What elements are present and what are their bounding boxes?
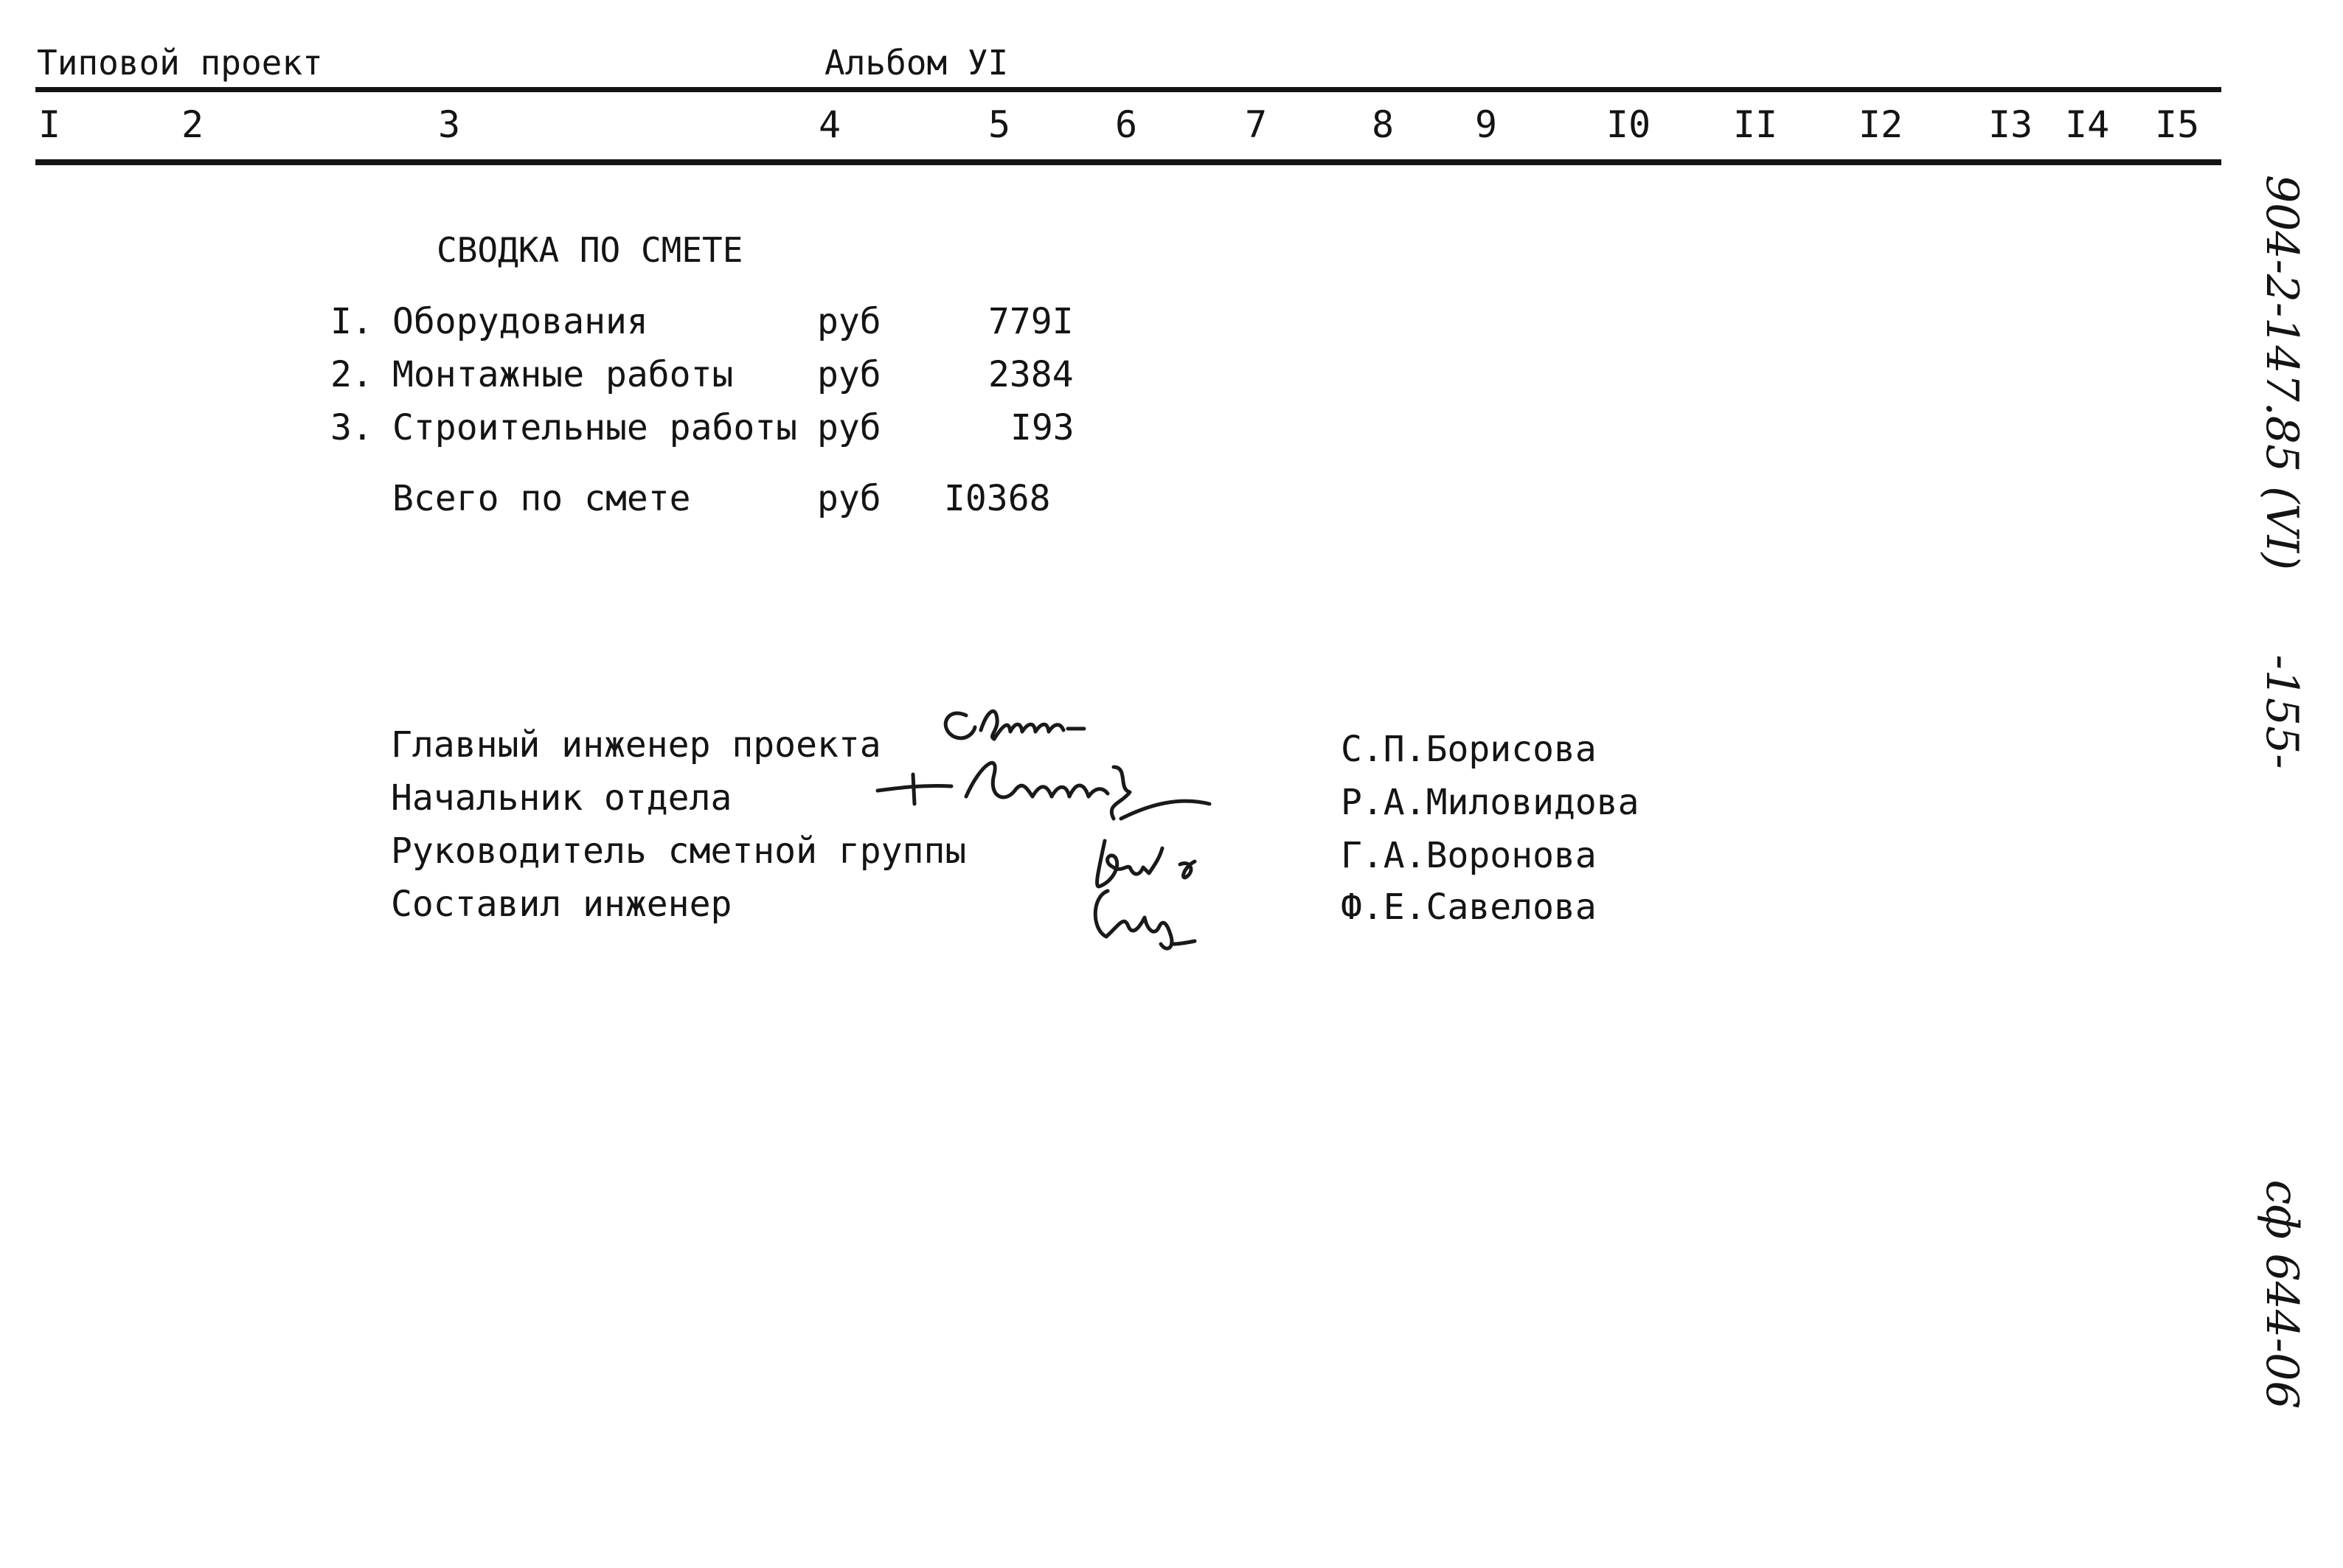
- total-unit: руб: [817, 478, 881, 519]
- signature-name: Р.А.Миловидова: [1341, 782, 1639, 823]
- column-number: 5: [988, 103, 1011, 146]
- total-label: Всего по смете: [392, 478, 691, 519]
- column-number: 8: [1372, 103, 1395, 146]
- album-label: Альбом УI: [825, 43, 1009, 83]
- column-number: I5: [2155, 103, 2200, 146]
- signature-scribble-4: [1095, 891, 1195, 948]
- total-value: I0368: [944, 478, 1051, 519]
- signature-name: Г.А.Воронова: [1341, 835, 1597, 876]
- project-label: Типовой проект: [37, 43, 323, 83]
- column-number: 7: [1245, 103, 1268, 146]
- column-number: I2: [1858, 103, 1903, 146]
- item-number: 3.: [330, 407, 373, 448]
- margin-page-number: -155-: [2256, 654, 2308, 769]
- item-value: I93: [1010, 407, 1075, 448]
- signature-role: Руководитель сметной группы: [391, 830, 967, 872]
- margin-doc-number: 904-2-147.85 (VI): [2256, 174, 2308, 571]
- signature-scribble-2: [878, 763, 1209, 819]
- header-bottom-rule: [35, 159, 2221, 165]
- margin-stamp: сф 644-06: [2256, 1179, 2308, 1409]
- item-name: Строительные работы: [392, 407, 798, 448]
- item-number: I.: [330, 301, 373, 342]
- signature-scribble-3: [1097, 841, 1195, 887]
- item-unit: руб: [817, 354, 881, 395]
- signature-name: С.П.Борисова: [1341, 729, 1597, 770]
- column-number: 9: [1475, 103, 1498, 146]
- column-number: II: [1733, 103, 1778, 146]
- signature-role: Главный инженер проекта: [391, 724, 881, 766]
- item-number: 2.: [330, 354, 373, 395]
- column-number: 4: [819, 103, 841, 146]
- column-number: I0: [1606, 103, 1651, 146]
- handwritten-signatures: [870, 693, 1327, 974]
- signature-name: Ф.Е.Савелова: [1341, 887, 1597, 928]
- column-number: I3: [1988, 103, 2033, 146]
- signature-role: Начальник отдела: [391, 777, 732, 819]
- column-number: I4: [2065, 103, 2110, 146]
- item-unit: руб: [817, 407, 881, 448]
- signature-scribble-1: [945, 711, 1084, 739]
- header-top-rule: [35, 87, 2221, 92]
- column-number: 3: [438, 103, 461, 146]
- signature-role: Составил инженер: [391, 884, 732, 925]
- column-number: I: [38, 103, 61, 146]
- item-unit: руб: [817, 301, 881, 342]
- column-number: 2: [181, 103, 204, 146]
- item-value: 779I: [988, 301, 1074, 342]
- column-number: 6: [1115, 103, 1138, 146]
- item-value: 2384: [988, 354, 1074, 395]
- summary-title: СВОДКА ПО СМЕТЕ: [437, 230, 743, 270]
- item-name: Монтажные работы: [392, 354, 734, 395]
- item-name: Оборудования: [392, 301, 648, 342]
